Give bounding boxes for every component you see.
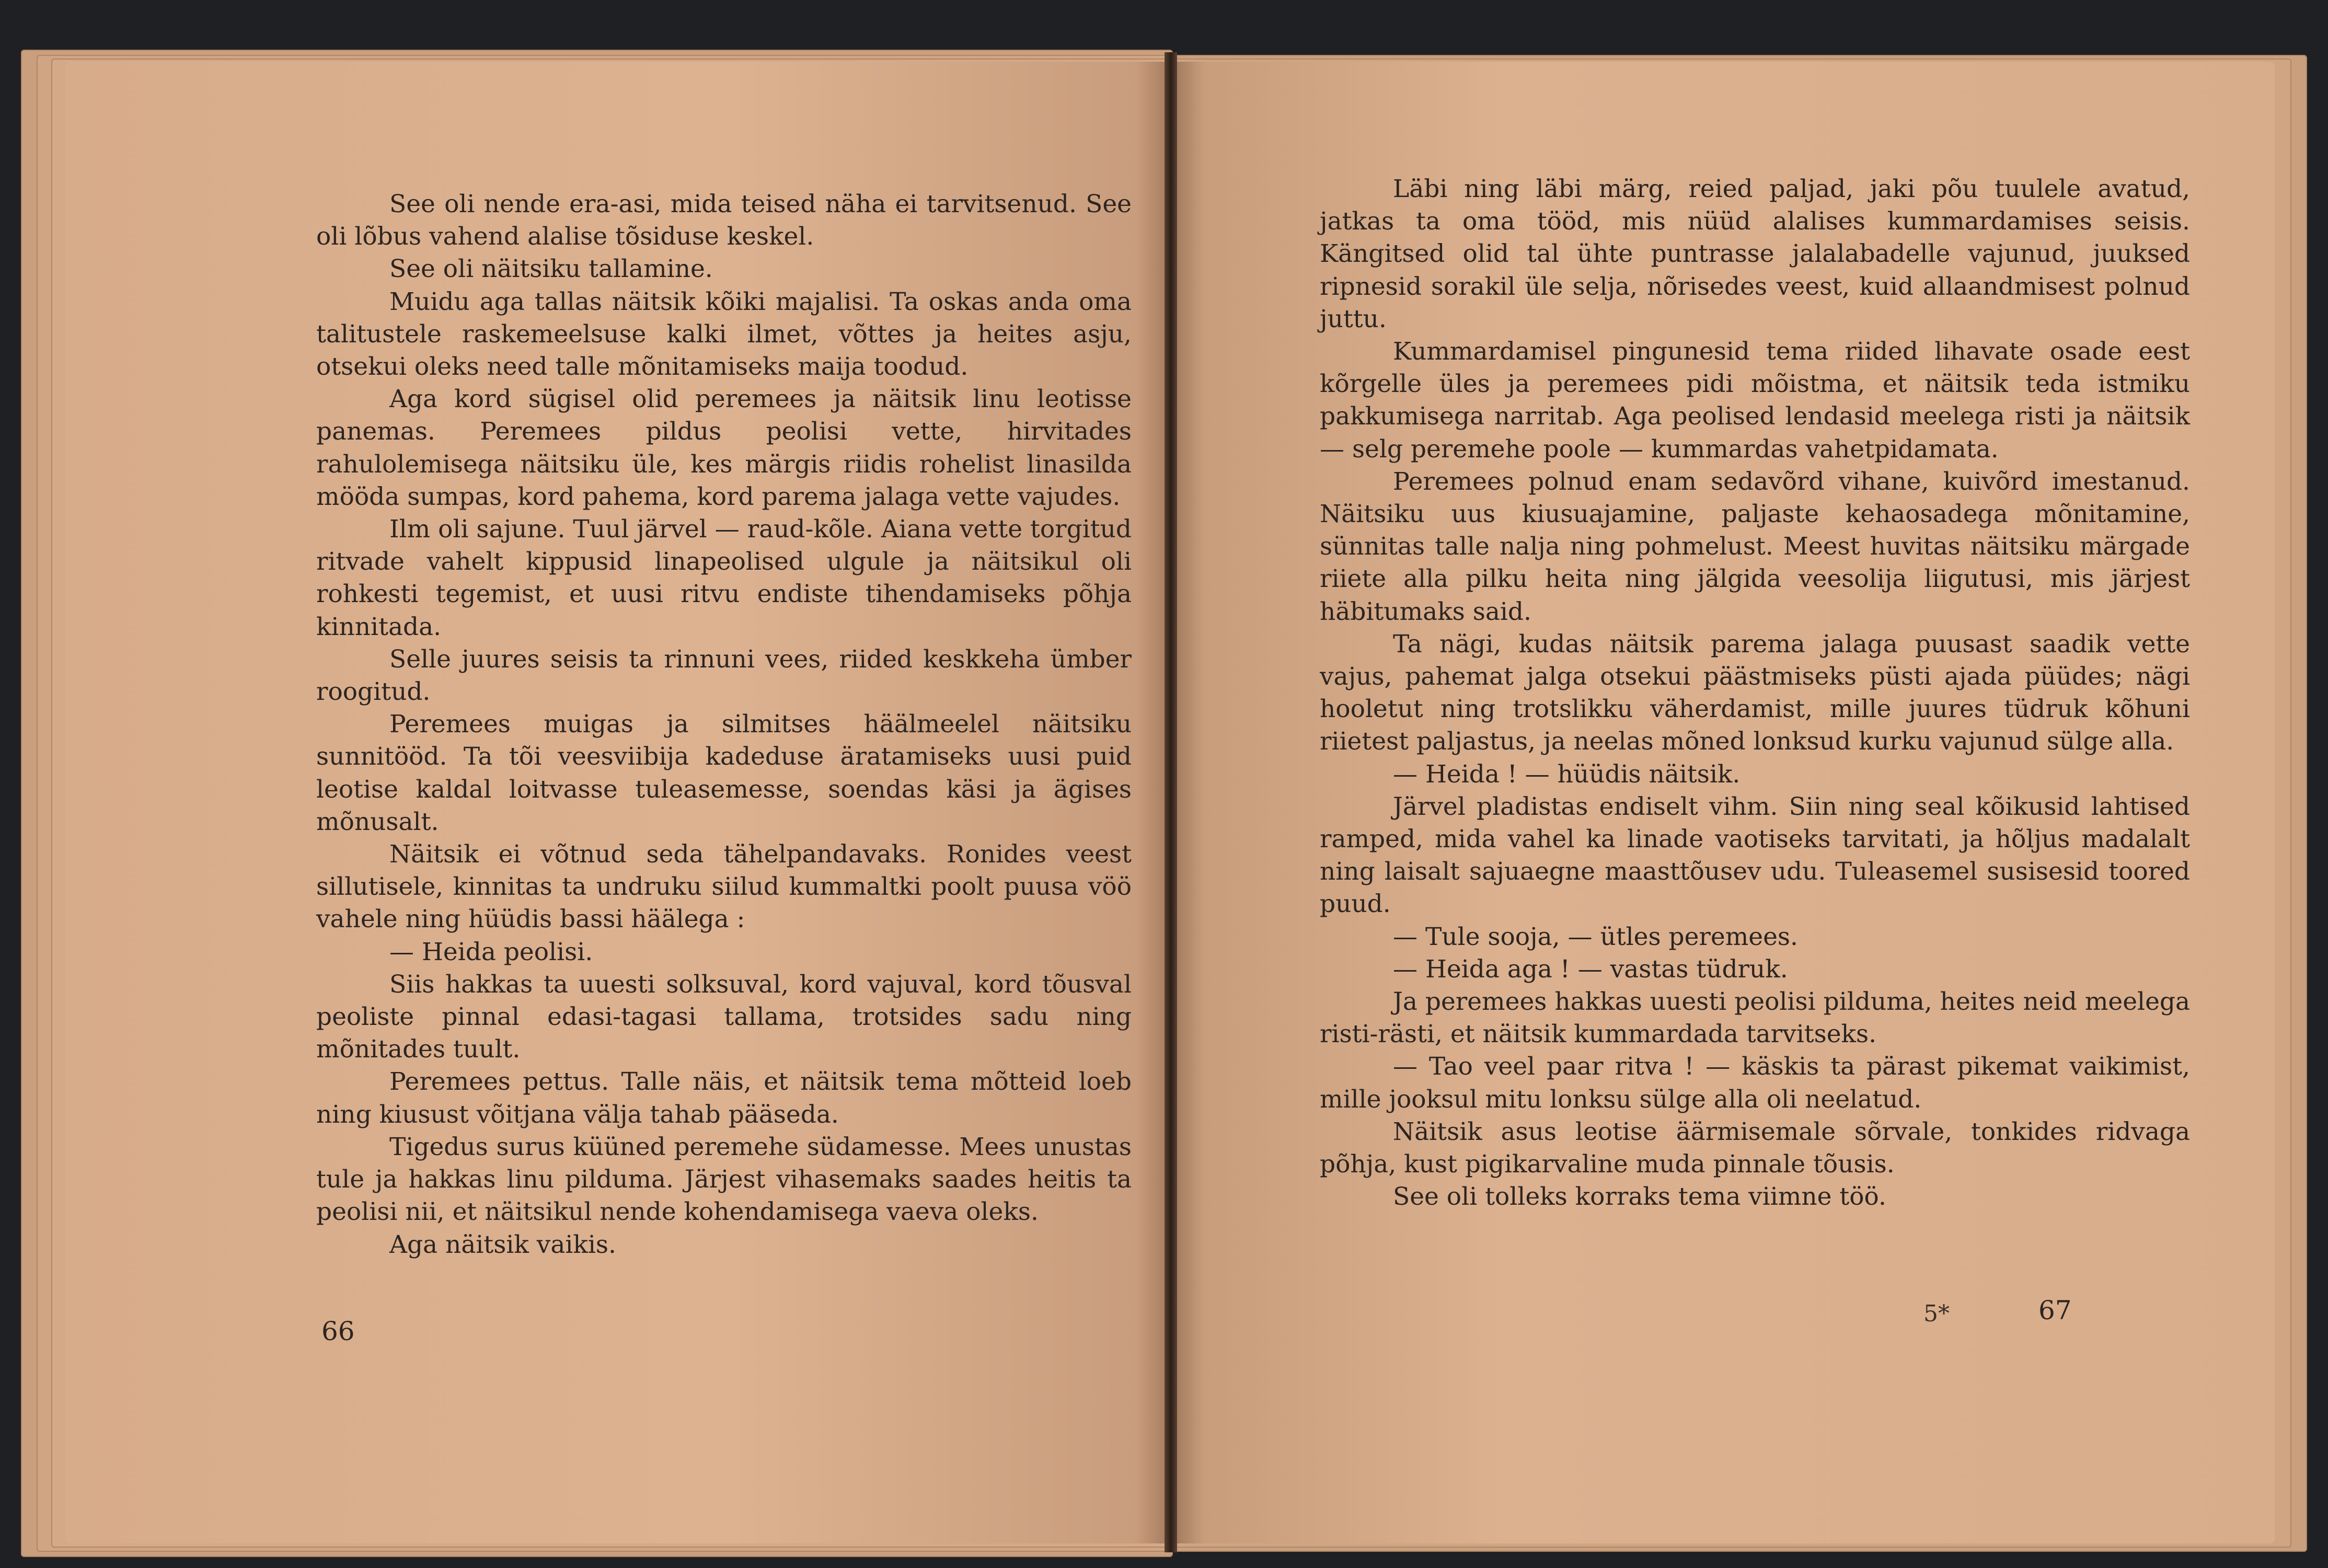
paragraph: See oli tolleks korraks tema viimne töö. <box>1393 1182 1886 1212</box>
paragraph: Siis hakkas ta uuesti solksuval, kord vajuval, kord tõusval peoliste pinnal edasi-tagasi tallama, trotsides sadu ning mõnitades tuult. <box>316 970 1132 1064</box>
paragraph: Näitsik ei võtnud seda tähelpandavaks. Ronides veest sillutisele, kinnitas ta undruku siilud kummaltki poolt puusa vöö vahele ning hüüdis bassi häälega : <box>316 840 1132 934</box>
dialogue-line: — Heida peolisi. <box>389 937 593 966</box>
left-text-block <box>316 188 1132 1261</box>
right-page <box>1171 62 2275 1543</box>
paragraph: Ta nägi, kudas näitsik parema jalaga puusast saadik vette vajus, pahemat jalga otsekui päästmiseks püsti ajada püüdes; nägi hooletut ning trotslikku väherdamist, mille juures tüdruk kõhuni riietest paljastus, ja neelas mõned lonksud kurku vajunud sülge alla. <box>1320 629 2190 756</box>
paragraph: Aga kord sügisel olid peremees ja näitsik linu leotisse panemas. Peremees pildus peolisi vette, hirvitades rahulolemisega näitsiku üle, kes märgis riidis rohelist linasilda mööda sumpas, kord pahema, kord parema jalaga vette vajudes. <box>316 385 1132 511</box>
dialogue-line: — Tule sooja, — ütles peremees. <box>1393 922 1798 951</box>
paragraph: Järvel pladistas endiselt vihm. Siin ning seal kõikusid lahtised ramped, mida vahel ka linade vaotiseks tarvitati, ja hõljus madalalt ning laisalt sajuaegne maasttõusev udu. Tuleasemel susisesid toored puud. <box>1320 792 2190 919</box>
paragraph: Peremees polnud enam sedavõrd vihane, kuivõrd imestanud. Näitsiku uus kiusuajamine, paljaste kehaosadega mõnitamine, sünnitas talle nalja ning pohmelust. Meest huvitas näitsiku märgade riiete alla pilku heita ning jälgida veesolija liigutusi, mis järjest häbitumaks said. <box>1320 467 2190 626</box>
page-number: 67 <box>2038 1295 2072 1325</box>
paragraph: Peremees muigas ja silmitses häälmeelel näitsiku sunnitööd. Ta tõi veesviibija kadeduse äratamiseks uusi puid leotise kaldal loitvasse tuleasemesse, soendas käsi ja ägises mõnusalt. <box>316 710 1132 836</box>
dialogue-line: — Tao veel paar ritva ! — käskis ta pärast pikemat vaikimist, mille jooksul mitu lonksu sülge alla oli neelatud. <box>1320 1052 2190 1114</box>
dialogue-line: — Heida ! — hüüdis näitsik. <box>1393 759 1741 789</box>
book-spine <box>1165 52 1177 1552</box>
page-number: 66 <box>321 1316 355 1346</box>
paragraph: Ja peremees hakkas uuesti peolisi pilduma, heites neid meelega risti-rästi, et näitsik kummardada tarvitseks. <box>1320 987 2190 1049</box>
paragraph: See oli näitsiku tallamine. <box>389 255 713 284</box>
signature-mark: 5* <box>1923 1300 1950 1327</box>
paragraph: Ilm oli sajune. Tuul järvel — raud-kõle. Aiana vette torgitud ritvade vahelt kippusid linapeolised ulgule ja näitsikul oli rohkesti tegemist, et uusi ritvu endiste tihendamiseks põhja kinnitada. <box>316 515 1132 641</box>
paragraph: Läbi ning läbi märg, reied paljad, jaki põu tuulele avatud, jatkas ta oma tööd, mis nüüd alalises kummardamises seisis. Kängitsed olid tal ühte puntrasse jalalabadelle vajunud, juuksed ripnesid sorakil üle selja, nõrisedes veest, kuid allaandmisest polnud juttu. <box>1320 175 2190 333</box>
paragraph: See oli nende era-asi, mida teised näha ei tarvitsenud. See oli lõbus vahend alalise tõsiduse keskel. <box>316 190 1132 251</box>
right-text-block <box>1320 173 2190 1214</box>
paragraph: Selle juures seisis ta rinnuni vees, riided keskkeha ümber roogitud. <box>316 644 1132 707</box>
left-page <box>65 62 1169 1543</box>
paragraph: Tigedus surus küüned peremehe südamesse. Mees unustas tule ja hakkas linu pilduma. Järjest vihasemaks saades heitis ta peolisi nii, et näitsikul nende kohendamisega vaeva oleks. <box>316 1132 1132 1227</box>
paragraph: Kummardamisel pingunesid tema riided lihavate osade eest kõrgelle üles ja peremees pidi mõistma, et näitsik teda istmiku pakkumisega narritab. Aga peolised lendasid meelega risti ja näitsik — selg peremehe poole — kummardas vahetpidamata. <box>1320 337 2190 464</box>
dialogue-line: — Heida aga ! — vastas tüdruk. <box>1393 954 1788 984</box>
paragraph: Muidu aga tallas näitsik kõiki majalisi. Ta oskas anda oma talitustele raskemeelsuse kalki ilmet, võttes ja heites asju, otsekui oleks need talle mõnitamiseks maija toodud. <box>316 287 1132 382</box>
paragraph: Näitsik asus leotise äärmisemale sõrvale, tonkides ridvaga põhja, kust pigikarvaline muda pinnale tõusis. <box>1320 1117 2190 1179</box>
paragraph: Peremees pettus. Talle näis, et näitsik tema mõtteid loeb ning kiusust võitjana välja tahab pääseda. <box>316 1067 1132 1129</box>
paragraph: Aga näitsik vaikis. <box>389 1230 616 1259</box>
